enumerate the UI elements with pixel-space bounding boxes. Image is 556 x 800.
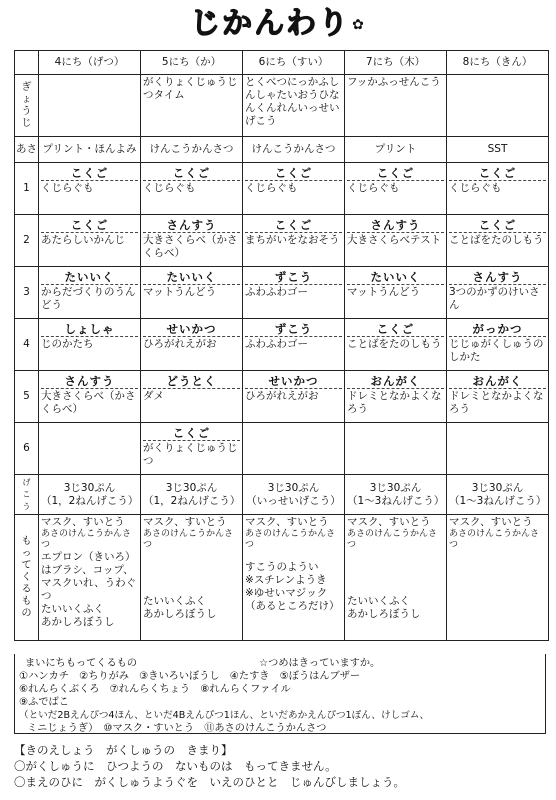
lesson-content: くじらぐも	[245, 180, 342, 195]
dismissal-time: 3じ30ぷん	[165, 481, 218, 494]
lesson-cell	[345, 423, 447, 475]
dismissal-cell	[243, 475, 345, 515]
rules-title: 【きのえしょう がくしゅうの きまり】	[14, 743, 233, 757]
item: マスク、すいとう	[449, 516, 533, 528]
event-cell: フッかふっせんこう	[345, 75, 447, 137]
lesson-content: ふわふわゴー	[245, 284, 342, 299]
day-header: 7にち（木）	[345, 51, 447, 75]
lesson-cell	[243, 319, 345, 371]
items-cell	[141, 515, 243, 641]
period-row	[15, 163, 549, 215]
spacer	[245, 551, 342, 561]
daily-heading-row	[19, 657, 545, 670]
daily-line: ①ハンカチ ②ちりがみ ③きいろいぼうし ④たすき ⑤ぼうはんブザー	[19, 671, 361, 682]
lesson-cell	[447, 371, 549, 423]
item: マスク、すいとう	[245, 516, 329, 528]
dismissal-cell	[447, 475, 549, 515]
dismissal-note: （1，2ねんげこう）	[41, 494, 139, 507]
dismissal-time: 3じ30ぷん	[267, 481, 320, 494]
item: ※ゆせいマジック	[245, 587, 328, 599]
item: たいいくふく	[143, 595, 206, 607]
lesson-cell	[447, 215, 549, 267]
asa-row	[15, 137, 549, 163]
event-cell	[39, 75, 141, 137]
item: マスク、すいとう	[143, 516, 227, 528]
lesson-content: じじゅがくしゅうのしかた	[449, 336, 546, 364]
dismissal-cell	[345, 475, 447, 515]
period-label: 3	[15, 267, 39, 319]
rule-line: 〇まえのひに がくしゅうようぐを いえのひとと じゅんびしましょう。	[14, 775, 405, 789]
lesson-cell	[141, 423, 243, 475]
gyouji-row	[15, 75, 549, 137]
lesson-cell	[345, 319, 447, 371]
item: マスク、すいとう	[41, 516, 125, 528]
items-cell	[345, 515, 447, 641]
subject: たいいく	[370, 270, 421, 284]
subject: さんすう	[166, 218, 217, 232]
daily-line: ⑨ふでばこ	[19, 697, 69, 708]
lesson-content: ふわふわゴー	[245, 336, 342, 351]
row-label: げこう	[15, 475, 39, 515]
period-row	[15, 319, 549, 371]
lesson-content: じのかたち	[41, 336, 138, 351]
subject: さんすう	[370, 218, 421, 232]
subject: たいいく	[64, 270, 115, 284]
lesson-content: ことばをたのしもう	[449, 232, 546, 247]
period-label: 1	[15, 163, 39, 215]
item: あかしろぼうし	[143, 608, 217, 620]
period-row	[15, 371, 549, 423]
morning-cell: プリント	[345, 137, 447, 163]
lesson-content: くじらぐも	[143, 180, 240, 195]
item: たいいくふく	[41, 603, 104, 615]
item: あさのけんこうかんさつ	[41, 529, 132, 550]
subject: たいいく	[166, 270, 217, 284]
dismissal-time: 3じ30ぷん	[471, 481, 524, 494]
period-label: 4	[15, 319, 39, 371]
items-cell	[39, 515, 141, 641]
subject: こくご	[376, 322, 415, 336]
subject: さんすう	[64, 374, 115, 388]
period-label: 5	[15, 371, 39, 423]
row-label: あさ	[15, 137, 39, 163]
items-cell	[447, 515, 549, 641]
period-label: 6	[15, 423, 39, 475]
lesson-cell	[243, 371, 345, 423]
items-row	[15, 515, 549, 641]
item: あさのけんこうかんさつ	[449, 529, 540, 550]
lesson-content: マットうんどう	[143, 284, 240, 299]
subject: こくご	[376, 166, 415, 180]
lesson-content: まちがいをなおそう	[245, 232, 342, 247]
period-row	[15, 423, 549, 475]
lesson-content: 大きさくらべ（かさくらべ）	[143, 232, 240, 260]
lesson-content: 大きさくらべ（かさくらべ）	[41, 388, 138, 416]
subject: ずこう	[274, 270, 313, 284]
subject: こくご	[274, 166, 313, 180]
lesson-cell	[141, 267, 243, 319]
lesson-cell	[345, 371, 447, 423]
item: マスクいれ、うわぐつ	[41, 577, 137, 602]
lesson-content: ひろがれえがお	[245, 388, 342, 403]
item: たいいくふく	[347, 595, 410, 607]
dismissal-cell	[141, 475, 243, 515]
day-header: 8にち（きん）	[447, 51, 549, 75]
dismissal-time: 3じ30ぷん	[369, 481, 422, 494]
corner-cell	[15, 51, 39, 75]
daily-line: ミニじょうぎ） ⑩マスク・すいとう ⑪あさのけんこうかんさつ	[27, 723, 327, 734]
spacer	[347, 573, 444, 595]
subject: こくご	[274, 218, 313, 232]
lesson-content: あたらしいかんじ	[41, 232, 138, 247]
daily-items-box	[14, 654, 546, 734]
day-header-row	[15, 51, 549, 75]
item: あさのけんこうかんさつ	[143, 529, 234, 550]
lesson-cell	[39, 215, 141, 267]
lesson-cell	[39, 371, 141, 423]
subject: しょしゃ	[64, 322, 115, 336]
subject: せいかつ	[166, 322, 217, 336]
period-row	[15, 267, 549, 319]
period-label: 2	[15, 215, 39, 267]
spacer	[347, 551, 444, 573]
event-cell	[447, 75, 549, 137]
subject: さんすう	[472, 270, 523, 284]
lesson-cell	[141, 371, 243, 423]
subject: おんがく	[370, 374, 421, 388]
lesson-content: くじらぐも	[347, 180, 444, 195]
row-label: もってくるもの	[15, 515, 39, 641]
morning-cell: SST	[447, 137, 549, 163]
subject: がっかつ	[472, 322, 523, 336]
lesson-content: ダメ	[143, 388, 240, 403]
lesson-cell	[141, 215, 243, 267]
lesson-cell	[243, 215, 345, 267]
lesson-content: ひろがれえがお	[143, 336, 240, 351]
flower-icon: ✿	[352, 16, 366, 33]
row-label: ぎょうじ	[15, 75, 39, 137]
lesson-content: がくりょくじゅうじつ	[143, 440, 240, 468]
lesson-cell	[345, 215, 447, 267]
morning-cell: プリント・ほんよみ	[39, 137, 141, 163]
lesson-cell	[345, 163, 447, 215]
subject: こくご	[478, 166, 517, 180]
lesson-content: マットうんどう	[347, 284, 444, 299]
nail-note: ☆つめはきっていますか。	[259, 658, 381, 669]
items-cell	[243, 515, 345, 641]
lesson-content: くじらぐも	[41, 180, 138, 195]
dismissal-note: （1，2ねんげこう）	[143, 494, 241, 507]
day-header: 6にち（すい）	[243, 51, 345, 75]
lesson-cell	[243, 267, 345, 319]
lesson-content: くじらぐも	[449, 180, 546, 195]
item: あさのけんこうかんさつ	[245, 529, 336, 550]
item: ※スチレンようき	[245, 574, 327, 586]
item: マスク、すいとう	[347, 516, 431, 528]
item: すこうのようい	[245, 561, 319, 573]
lesson-cell	[39, 267, 141, 319]
dismissal-note: （1～3ねんげこう）	[347, 494, 445, 507]
lesson-cell	[39, 319, 141, 371]
daily-line: ⑥れんらくぶくろ ⑦れんらくちょう ⑧れんらくファイル	[19, 684, 291, 695]
lesson-cell	[447, 163, 549, 215]
day-header: 4にち（げつ）	[39, 51, 141, 75]
subject: おんがく	[472, 374, 523, 388]
subject: こくご	[70, 218, 109, 232]
gekou-row	[15, 475, 549, 515]
lesson-cell	[243, 423, 345, 475]
lesson-content: 大きさくらべテスト	[347, 232, 444, 247]
item: あかしろぼうし	[347, 608, 421, 620]
subject: こくご	[172, 426, 211, 440]
lesson-content: ドレミとなかよくなろう	[347, 388, 444, 416]
morning-cell: けんこうかんさつ	[243, 137, 345, 163]
daily-line: （といだ2Bえんぴつ4ほん、といだ4Bえんぴつ1ほん、といだあかえんぴつ1ぽん、けしゴム、	[19, 710, 430, 721]
lesson-content: ドレミとなかよくなろう	[449, 388, 546, 416]
lesson-content: ことばをたのしもう	[347, 336, 444, 351]
lesson-cell	[39, 163, 141, 215]
lesson-cell	[141, 319, 243, 371]
lesson-cell	[447, 267, 549, 319]
subject: せいかつ	[268, 374, 319, 388]
lesson-content: 3つのかずのけいさん	[449, 284, 546, 312]
item: エプロン（きいろ）	[41, 551, 136, 563]
subject: こくご	[70, 166, 109, 180]
dismissal-time: 3じ30ぷん	[63, 481, 116, 494]
lesson-cell	[39, 423, 141, 475]
lesson-content: からだづくりのうんどう	[41, 284, 138, 312]
dismissal-cell	[39, 475, 141, 515]
lesson-cell	[447, 319, 549, 371]
item: あさのけんこうかんさつ	[347, 529, 438, 550]
item: あかしろぼうし	[41, 616, 115, 628]
day-header: 5にち（か）	[141, 51, 243, 75]
dismissal-note: （1～3ねんげこう）	[449, 494, 547, 507]
lesson-cell	[141, 163, 243, 215]
daily-heading: まいにちもってくるもの	[25, 658, 138, 669]
dismissal-note: （いっせいげこう）	[246, 494, 341, 507]
lesson-cell	[447, 423, 549, 475]
learning-rules	[14, 742, 546, 790]
spacer	[143, 551, 240, 573]
item: はブラシ、コップ、	[41, 564, 134, 576]
subject: ずこう	[274, 322, 313, 336]
subject: こくご	[478, 218, 517, 232]
lesson-cell	[345, 267, 447, 319]
morning-cell: けんこうかんさつ	[141, 137, 243, 163]
spacer	[143, 573, 240, 595]
schedule-table	[14, 50, 549, 641]
rule-line: 〇がくしゅうに ひつようの ないものは もってきません。	[14, 759, 337, 773]
page-title: じかんわり ✿	[190, 6, 366, 41]
period-row	[15, 215, 549, 267]
item: （あるところだけ）	[245, 600, 340, 612]
lesson-cell	[243, 163, 345, 215]
event-cell: がくりょくじゅうじつタイム	[141, 75, 243, 137]
subject: こくご	[172, 166, 211, 180]
subject: どうとく	[166, 374, 217, 388]
event-cell: とくべつにっかふしんしゃたいおうひなんくんれんいっせいげこう	[243, 75, 345, 137]
